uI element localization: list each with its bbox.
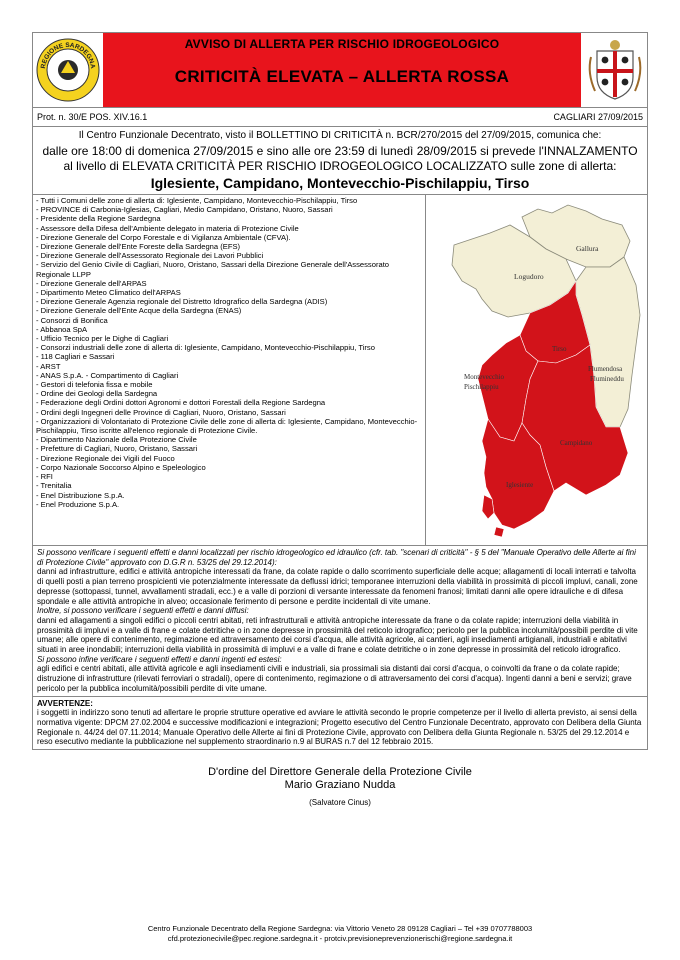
recipient-item: - Ordini degli Ingegneri delle Province di Cagliari, Nuoro, Oristano, Sassari	[36, 407, 286, 417]
recipient-item: - Consorzi industriali delle zone di allerta di: Iglesiente, Campidano, Montevecchio-Pischilappiu, Tirso	[36, 343, 375, 353]
effects-paragraph-2: danni ed allagamenti a singoli edifici o piccoli centri abitati, reti infrastrutturali e attività antropiche interessate da frane o da colate rapide; interruzioni della viabilità in prossimità di impluvi e a valle di frane e colate detritiche o in zone depresse in prossimità del reticolo idrografico; pericolo per la pubblica incolumità/possibili perdite di vite umane; alle opere di contenimento, regimazione ed attraversamento dei corsi d'acqua, alle attività agricole, ai cantieri, agli insediamenti artigianali, industriali e abitativi situati in aree inondabili; interruzioni della viabilità in prossimità di impluvi e a valle di frane e colate detritiche o in zone depresse in prossimità del reticolo idrografico.	[37, 615, 638, 655]
effects-intro-3: Si possono infine verificare i seguenti effetti e danni ingenti ed estesi:	[37, 654, 282, 664]
regione-sardegna-logo	[35, 37, 101, 103]
recipient-item: - Direzione Generale dell'Assessorato Regionale dei Lavori Pubblici	[36, 251, 264, 261]
effects-paragraph-1: danni ad infrastrutture, edifici e attività antropiche interessati da frane, da colate rapide o dallo scorrimento superficiale delle acque; allagamenti di locali interrati e talvolta di quelli posti a pian terreno prospicienti vie potenzialmente interessate da deflussi idrici; temporanee interruzioni della viabilità in prossimità di piccoli impluvi, canali, zone depresse (sottopassi, tunnel, avvallamenti stradali, ecc.) e a valle di porzioni di versante interessate da fenomeni franosi; limitati danni alle opere idrauliche e di difesa spondale e alle attività antropiche in alveo; occasionale ferimento di persone e perdite incidentali di vite umane.	[37, 567, 638, 606]
alert-subtitle: AVVISO DI ALLERTA PER RISCHIO IDROGEOLOGICO	[184, 37, 500, 51]
warning-section	[32, 697, 648, 751]
recipient-item: - Dipartimento Meteo Climatico dell'ARPAS	[36, 288, 181, 298]
recipient-item: - Corpo Nazionale Soccorso Alpino e Speleologico	[36, 462, 206, 472]
document-header	[32, 32, 648, 108]
signature-name: Mario Graziano Nudda	[284, 779, 396, 792]
warning-heading: AVVERTENZE:	[37, 698, 93, 708]
recipient-item: - ARST	[36, 361, 61, 371]
recipient-item: - Direzione Generale dell'Ente Foreste della Sardegna (EFS)	[36, 242, 241, 252]
recipient-item: - Gestori di telefonia fissa e mobile	[36, 380, 153, 390]
signature-signer: (Salvatore Cinus)	[309, 798, 371, 808]
intro-line: Il Centro Funzionale Decentrato, visto il BOLLETTINO DI CRITICITÀ n. BCR/270/2015 del 27/09/2015, comunica che:	[78, 130, 602, 141]
recipient-item: - Direzione Generale del Corpo Forestale e di Vigilanza Ambientale (CFVA).	[36, 232, 291, 242]
coat-of-arms-icon	[585, 37, 645, 103]
recipient-item: - Servizio del Genio Civile di Cagliari, Nuoro, Oristano, Sassari della Direzione Generale dell'Assessorato Regionale LLPP	[36, 260, 390, 279]
alert-zones: Iglesiente, Campidano, Montevecchio-Pischilappiu, Tirso	[150, 175, 530, 191]
recipient-item: - Presidente della Regione Sardegna	[36, 214, 161, 224]
protocol-date: CAGLIARI 27/09/2015	[553, 112, 643, 122]
recipient-item: - Tutti i Comuni delle zone di allerta di: Iglesiente, Campidano, Montevecchio-Pischilappiu, Tirso	[36, 196, 358, 205]
protocol-line	[32, 108, 648, 127]
footer-emails: cfd.protezionecivile@pec.regione.sardegna.it - protciv.previsioneprevenzionerischi@regione.sardegna.it	[167, 934, 513, 943]
recipient-item: - Direzione Generale dell'Ente Acque della Sardegna (ENAS)	[36, 306, 242, 316]
map-label-flumendosa-2: Flumineddu	[590, 375, 624, 383]
recipient-item: - Direzione Generale Agenzia regionale del Distretto Idrografico della Sardegna (ADIS)	[36, 297, 328, 307]
recipient-item: - Enel Distribuzione S.p.A.	[36, 490, 125, 500]
recipient-item: - Consorzi di Bonifica	[36, 315, 108, 325]
recipient-item: - PROVINCE di Carbonia-Iglesias, Cagliari, Medio Campidano, Oristano, Nuoro, Sassari	[36, 205, 333, 215]
recipient-item: - Abbanoa SpA	[36, 324, 88, 334]
effects-intro: Si possono verificare i seguenti effetti e danni localizzati per rischio idrogeologico ed idraulico (cfr. tab. "scenari di criticità" - § 5 del "Manuale Operativo delle Allerte ai fini di Protezione Civile" approvato con D.G.R n. 53/25 del 29.12.2014):	[37, 548, 636, 567]
alert-map	[425, 195, 650, 545]
recipient-item: - Organizzazioni di Volontariato di Protezione Civile delle zone di allerta di: Iglesiente, Campidano, Montevecchio-Pischilappiu, Tirso iscritte all'elenco regionale di Protezione Civile.	[36, 416, 418, 436]
recipient-item: - Ordine dei Geologi della Sardegna	[36, 389, 158, 399]
alert-banner	[103, 33, 581, 107]
effects-section	[32, 546, 648, 697]
protocol-number: Prot. n. 30/E POS. XIV.16.1	[37, 112, 148, 122]
recipient-item: - Trenitalia	[36, 481, 72, 491]
warning-text: i soggetti in indirizzo sono tenuti ad allertare le proprie strutture operative ed avviare le attività secondo le proprie competenze per il livello di allerta previsto, ai sensi della normativa vigente: DPCM 27.02.2004 e successive modificazioni e integrazioni; Progetto esecutivo del Centro Funzionale Decentrato, approvato con Delibera della Giunta Regionale n. 44/24 del 07.11.2014; Manuale Operativo delle Allerte ai fini di Protezione Civile, approvato con Delibera della Giunta Regionale n. 53/25 del 29.12.2014 e reso esecutivo mediante la pubblicazione nel supplemento straordinario n.9 al BURAS n.7 del 12 febbraio 2015.	[37, 708, 642, 747]
recipient-item: - Dipartimento Nazionale della Protezione Civile	[36, 435, 197, 445]
recipient-item: - Direzione Generale dell'ARPAS	[36, 278, 147, 288]
alert-period: dalle ore 18:00 di domenica 27/09/2015 e sino alle ore 23:59 di lunedì 28/09/2015 si prevede l'INNALZAMENTO al livello di ELEVATA CRITICITÀ PER RISCHIO IDROGEOLOGICO LOCALIZZATO sulle zone di allerta:	[42, 144, 638, 173]
footer-address: Centro Funzionale Decentrato della Regione Sardegna: via Vittorio Veneto 28 09128 Cagliari – Tel +39 0707788003	[147, 924, 533, 933]
recipient-item: - Prefetture di Cagliari, Nuoro, Oristano, Sassari	[36, 444, 198, 454]
recipients-and-map	[32, 195, 648, 546]
alert-title: CRITICITÀ ELEVATA – ALLERTA ROSSA	[174, 67, 510, 86]
map-label-montevecchio-2: Pischilappiu	[464, 383, 499, 391]
recipient-item: - Ufficio Tecnico per le Dighe di Cagliari	[36, 334, 169, 344]
effects-paragraph-3: agli edifici e centri abitati, alle attività agricole e agli insediamenti civili e industriali, sia prossimali sia distanti dai corsi d'acqua, o coinvolti da frane o da colate rapide; distruzione di infrastrutture (rilevati ferroviari o stradali), opere di contenimento, regimazione o di attraversamento dei corsi d'acqua). Ingenti danni a beni e servizi; grave pericolo per la pubblica incolumità/possibili perdite di vite umane.	[37, 664, 632, 693]
recipient-item: - ANAS S.p.A. - Compartimento di Cagliari	[36, 370, 179, 380]
recipient-item: - Federazione degli Ordini dottori Agronomi e dottori Forestali della Regione Sardegna	[36, 398, 326, 408]
effects-intro-2: Inoltre, si possono verificare i seguenti effetti e danni diffusi:	[37, 606, 249, 616]
map-label-tirso: Tirso	[552, 345, 567, 353]
logo-text: REGIONE SARDEGNA	[39, 41, 97, 70]
recipient-item: - Enel Produzione S.p.A.	[36, 499, 120, 509]
map-label-montevecchio-1: Montevecchio	[464, 373, 505, 381]
map-label-campidano: Campidano	[560, 439, 593, 447]
recipient-item: - RFI	[36, 472, 53, 482]
signature-line-1: D'ordine del Direttore Generale della Protezione Civile	[208, 766, 472, 779]
map-label-logudoro: Logudoro	[514, 272, 544, 281]
map-label-iglesiente: Iglesiente	[506, 481, 534, 489]
alert-document	[32, 32, 648, 807]
recipient-item: - Direzione Regionale dei Vigili del Fuoco	[36, 453, 175, 463]
recipient-item: - 118 Cagliari e Sassari	[36, 352, 115, 362]
intro-section	[32, 127, 648, 195]
map-label-gallura: Gallura	[576, 244, 599, 253]
signature-block	[32, 766, 648, 807]
recipients-list	[36, 196, 420, 509]
map-label-flumendosa-1: Flumendosa	[588, 365, 623, 373]
recipient-item: - Assessore della Difesa dell'Ambiente delegato in materia di Protezione Civile	[36, 223, 299, 233]
document-footer	[0, 924, 680, 944]
